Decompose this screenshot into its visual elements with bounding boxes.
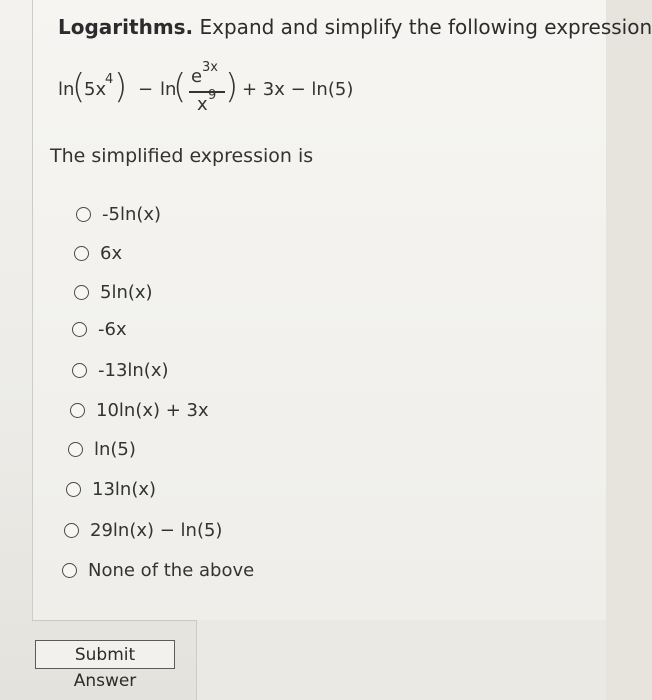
option-label: 13ln(x) xyxy=(92,479,157,500)
question-instruction: Expand and simplify the following expression xyxy=(193,15,652,39)
open-paren-1: ( xyxy=(72,67,86,107)
option-label: 10ln(x) + 3x xyxy=(96,400,209,421)
option-label: 6x xyxy=(100,243,123,264)
question-prompt xyxy=(58,14,652,40)
radio-icon[interactable] xyxy=(62,563,77,578)
option-label: -6x xyxy=(98,319,127,340)
answer-option[interactable] xyxy=(68,439,136,460)
radio-icon[interactable] xyxy=(66,482,81,497)
answer-option[interactable] xyxy=(72,360,169,381)
radio-icon[interactable] xyxy=(74,285,89,300)
option-label: 5ln(x) xyxy=(100,282,153,303)
radio-icon[interactable] xyxy=(76,207,91,222)
answer-option[interactable] xyxy=(62,560,254,581)
answer-option[interactable] xyxy=(76,204,161,225)
radio-icon[interactable] xyxy=(70,403,85,418)
arg1-exponent: 4 xyxy=(105,72,114,87)
submit-answer-button[interactable]: Submit Answer xyxy=(35,640,175,669)
radio-icon[interactable] xyxy=(74,246,89,261)
answer-option[interactable] xyxy=(66,479,156,500)
radio-icon[interactable] xyxy=(72,322,87,337)
arg1-base: 5x xyxy=(84,79,107,100)
answer-option[interactable] xyxy=(74,243,122,264)
answer-option[interactable] xyxy=(64,520,222,541)
numerator-exponent: 3x xyxy=(202,60,218,75)
option-label: -13ln(x) xyxy=(98,360,169,381)
ln-function-2: ln xyxy=(160,79,177,100)
radio-icon[interactable] xyxy=(64,523,79,538)
minus-sign: − xyxy=(138,79,154,100)
question-title: Logarithms. xyxy=(58,15,194,39)
fraction-bar xyxy=(189,91,225,93)
ln-function-1: ln xyxy=(58,79,75,100)
answer-option[interactable] xyxy=(74,282,153,303)
denominator-base: x xyxy=(197,94,208,115)
response-cell xyxy=(196,620,606,700)
option-label: None of the above xyxy=(88,560,255,581)
answer-option[interactable] xyxy=(70,400,209,421)
math-expression xyxy=(58,60,418,126)
open-paren-2: ( xyxy=(173,67,187,107)
option-label: 29ln(x) − ln(5) xyxy=(90,520,223,541)
close-paren-2: ) xyxy=(225,67,239,107)
option-label: ln(5) xyxy=(94,439,136,460)
prompt-subtitle: The simplified expression is xyxy=(50,145,314,167)
option-label: -5ln(x) xyxy=(102,204,162,225)
close-paren-1: ) xyxy=(114,67,128,107)
radio-icon[interactable] xyxy=(72,363,87,378)
denominator-exponent: 9 xyxy=(208,88,217,103)
expression-tail: + 3x − ln(5) xyxy=(242,79,354,100)
answer-option[interactable] xyxy=(72,319,127,340)
numerator-base: e xyxy=(191,66,203,87)
radio-icon[interactable] xyxy=(68,442,83,457)
